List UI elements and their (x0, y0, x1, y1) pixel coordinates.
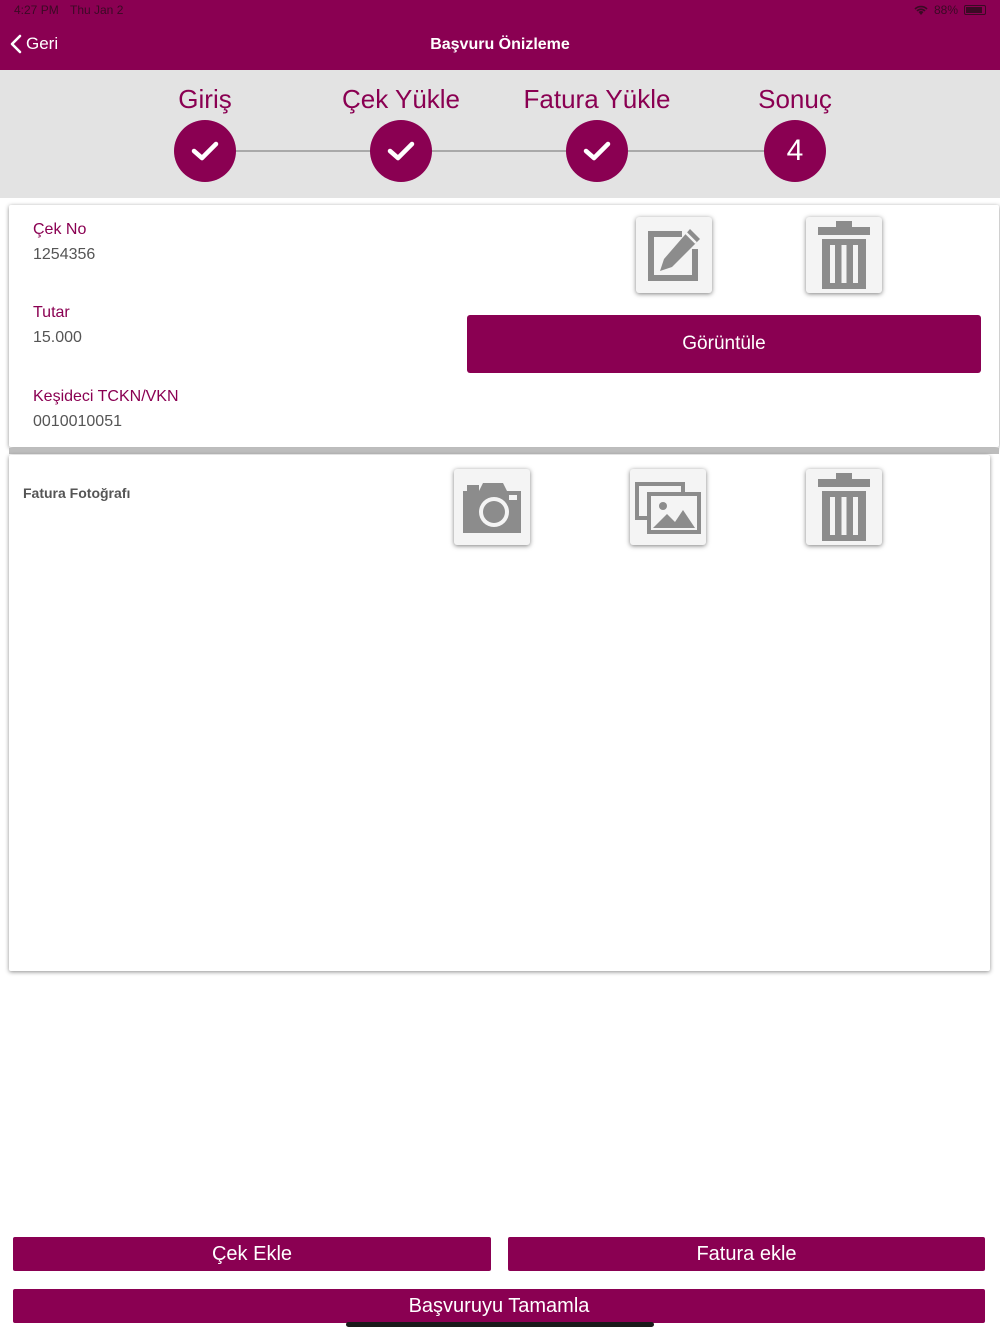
step-done-marker (370, 120, 432, 182)
invoice-photo-card (9, 455, 990, 971)
wifi-icon (914, 5, 928, 15)
checkmark-icon (190, 139, 220, 163)
checkmark-icon (582, 139, 612, 163)
step-label: Sonuç (758, 84, 832, 114)
battery-fill (966, 7, 982, 13)
step-label: Giriş (178, 84, 232, 114)
gallery-icon (633, 478, 703, 536)
choose-from-gallery-button[interactable] (630, 469, 706, 545)
step-label: Fatura Yükle (523, 84, 671, 114)
cheque-number-value: 1254356 (33, 246, 96, 263)
complete-application-button[interactable]: Başvuruyu Tamamla (13, 1289, 985, 1323)
amount-label: Tutar (33, 304, 70, 321)
edit-cheque-button[interactable] (636, 217, 712, 293)
status-time: 4:27 PM (14, 3, 59, 17)
delete-cheque-button[interactable] (806, 217, 882, 293)
step-done-marker (174, 120, 236, 182)
step-giris (125, 80, 285, 182)
step-sonuc (715, 80, 875, 182)
status-indicators (914, 3, 986, 17)
take-photo-button[interactable] (454, 469, 530, 545)
status-date: Thu Jan 2 (70, 3, 124, 17)
camera-icon (459, 479, 525, 535)
invoice-photo-label: Fatura Fotoğrafı (23, 485, 131, 501)
step-label: Çek Yükle (341, 84, 461, 114)
trash-icon (814, 219, 874, 291)
nav-header (0, 0, 1000, 70)
card-divider (9, 448, 999, 454)
trash-icon (814, 471, 874, 543)
cheque-number-label: Çek No (33, 221, 87, 238)
battery-percent: 88% (933, 3, 958, 17)
back-label: Geri (26, 34, 59, 53)
step-fatura-yukle (517, 80, 677, 182)
cheque-card (9, 205, 999, 447)
amount-value: 15.000 (33, 329, 82, 346)
step-current-marker: 4 (764, 120, 826, 182)
add-invoice-button[interactable]: Fatura ekle (508, 1237, 985, 1271)
home-indicator (346, 1322, 654, 1327)
edit-icon (642, 223, 706, 287)
page-title: Başvuru Önizleme (430, 36, 570, 53)
drawer-id-value: 0010010051 (33, 413, 122, 430)
checkmark-icon (386, 139, 416, 163)
delete-invoice-photo-button[interactable] (806, 469, 882, 545)
stepper-connector (205, 150, 795, 152)
step-cek-yukle (321, 80, 481, 182)
step-done-marker (566, 120, 628, 182)
progress-stepper (0, 70, 1000, 198)
view-cheque-button[interactable]: Görüntüle (467, 315, 981, 373)
drawer-id-label: Keşideci TCKN/VKN (33, 388, 179, 405)
battery-icon (964, 5, 986, 15)
add-cheque-button[interactable]: Çek Ekle (13, 1237, 491, 1271)
status-bar (0, 0, 1000, 20)
